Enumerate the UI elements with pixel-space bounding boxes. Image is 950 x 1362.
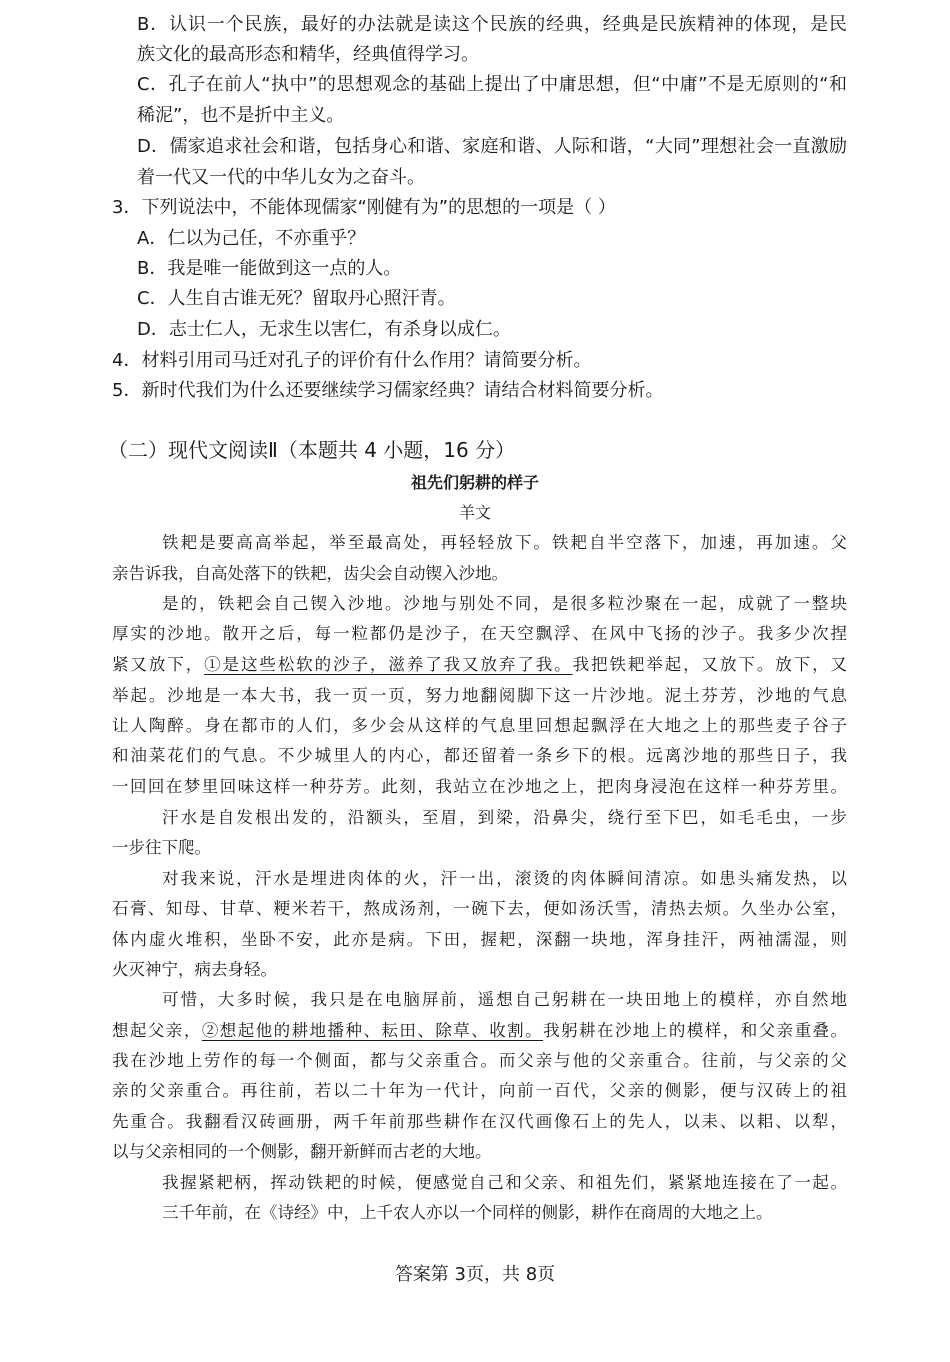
q2-option-c-line-1: C．孔子在前人“执中”的思想观念的基础上提出了中庸思想，但“中庸”不是无原则的“和: [137, 74, 847, 95]
article-p2-line-4: 举起。沙地是一本大书，我一页一页，努力地翻阅脚下这一片沙地。泥土芬芳，沙地的气息: [112, 686, 847, 705]
article-p4-line-4: 火灭神宁，病去身轻。: [112, 960, 277, 979]
article-p4-line-3: 体内虚火堆积，坐卧不安，此亦是病。下田，握耙，深翻一块地，浑身挂汗，两袖濡湿，则: [112, 930, 847, 949]
q2-option-b-line-1: B．认识一个民族，最好的办法就是读这个民族的经典，经典是民族精神的体现，是民: [137, 14, 847, 35]
q2-option-b-line-2: 族文化的最高形态和精华，经典值得学习。: [137, 44, 479, 65]
article-p4-line-2: 石膏、知母、甘草、粳米若干，熬成汤剂，一碗下去，便如汤沃雪，清热去烦。久坐办公室，: [112, 899, 847, 918]
p2-line-3-tail: 我把铁耙举起，又放下。放下，又: [572, 655, 848, 674]
q3-option-d: D．志士仁人，无求生以害仁，有杀身以成仁。: [137, 319, 511, 340]
section-heading: （二）现代文阅读Ⅱ（本题共 4 小题，16 分）: [108, 438, 516, 462]
article-p2-line-3: [112, 653, 847, 677]
article-p4-line-1: 对我来说，汗水是埋进肉体的火，汗一出，滚烫的肉体瞬间清凉。如患头痛发热，以: [162, 869, 847, 888]
p2-line-3-lead: 紧又放下，: [112, 655, 205, 674]
page-footer: 答案第 3页，共 8页: [394, 1264, 556, 1285]
q2-option-c-line-2: 稀泥”，也不是折中主义。: [137, 105, 345, 126]
q4-stem: 4．材料引用司马迁对孔子的评价有什么作用？请简要分析。: [112, 350, 592, 371]
underlined-sentence-1: ①是这些松软的沙子，滋养了我又放弃了我。: [204, 655, 573, 674]
article-p7: 三千年前，在《诗经》中，上千农人亦以一个同样的侧影，耕作在商周的大地之上。: [162, 1203, 773, 1222]
article-p5-line-2: [112, 1019, 847, 1043]
article-p2-line-5: 让人陶醉。身在都市的人们，多少会从这样的气息里回想起飘浮在大地之上的那些麦子谷子: [112, 716, 847, 735]
article-p5-line-5: 先重合。我翻看汉砖画册，两千年前那些耕作在汉代画像石上的先人，以耒、以耜、以犁，: [112, 1112, 847, 1131]
article-p2-line-1: 是的，铁耙会自己锲入沙地。沙地与别处不同，是很多粒沙聚在一起，成就了一整块: [162, 594, 847, 613]
article-title: 祖先们躬耕的样子: [410, 473, 539, 492]
q2-option-d-line-2: 着一代又一代的中华儿女为之奋斗。: [137, 167, 425, 188]
article-author: 羊文: [458, 503, 491, 522]
article-p1-line-2: 亲告诉我，自高处落下的铁耙，齿尖会自动锲入沙地。: [112, 564, 508, 583]
article-p2-line-2: 厚实的沙地。散开之后，每一粒都仍是沙子，在天空飘浮、在风中飞扬的沙子。我多少次捏: [112, 624, 847, 643]
q3-stem: 3．下列说法中，不能体现儒家“刚健有为”的思想的一项是（ ）: [112, 197, 616, 218]
article-p5-line-6: 以与父亲相同的一个侧影，翻开新鲜而古老的大地。: [112, 1142, 492, 1161]
article-p1-line-1: 铁耙是要高高举起，举至最高处，再轻轻放下。铁耙自半空落下，加速，再加速。父: [162, 533, 847, 552]
article-p5-line-1: 可惜，大多时候，我只是在电脑屏前，遥想自己躬耕在一块田地上的模样，亦自然地: [162, 990, 847, 1009]
q3-option-a: A．仁以为己任，不亦重乎？: [137, 228, 366, 249]
q5-stem: 5．新时代我们为什么还要继续学习儒家经典？请结合材料简要分析。: [112, 380, 664, 401]
underlined-sentence-2: ②想起他的耕地播种、耘田、除草、收割。: [201, 1021, 544, 1040]
article-p3-line-1: 汗水是自发根出发的，沿额头，至眉，到梁，沿鼻尖，绕行至下巴，如毛毛虫，一步: [162, 808, 847, 827]
q3-option-b: B．我是唯一能做到这一点的人。: [137, 258, 402, 279]
article-p5-line-4: 亲的父亲重合。再往前，若以二十年为一代计，向前一百代，父亲的侧影，便与汉砖上的祖: [112, 1081, 847, 1100]
article-p2-line-6: 和油菜花们的气息。不少城里人的内心，都还留着一条乡下的根。远离沙地的那些日子，我: [112, 746, 847, 765]
article-p2-line-7: 一回回在梦里回味这样一种芬芳。此刻，我站立在沙地之上，把肉身浸泡在这样一种芬芳里。: [112, 777, 847, 796]
p5-line-2-lead: 想起父亲，: [112, 1021, 202, 1040]
q3-option-c: C．人生自古谁无死？留取丹心照汗青。: [137, 288, 456, 309]
q2-option-d-line-1: D．儒家追求社会和谐，包括身心和谐、家庭和谐、人际和谐，“大同”理想社会一直激励: [137, 136, 847, 157]
article-p5-line-3: 我在沙地上劳作的每一个侧面，都与父亲重合。而父亲与他的父亲重合。往前，与父亲的父: [112, 1051, 847, 1070]
article-p6: 我握紧耙柄，挥动铁耙的时候，便感觉自己和父亲、和祖先们，紧紧地连接在了一起。: [162, 1173, 847, 1192]
article-p3-line-2: 一步往下爬。: [112, 838, 211, 857]
p5-line-2-tail: 我躬耕在沙地上的模样，和父亲重叠。: [543, 1021, 848, 1040]
